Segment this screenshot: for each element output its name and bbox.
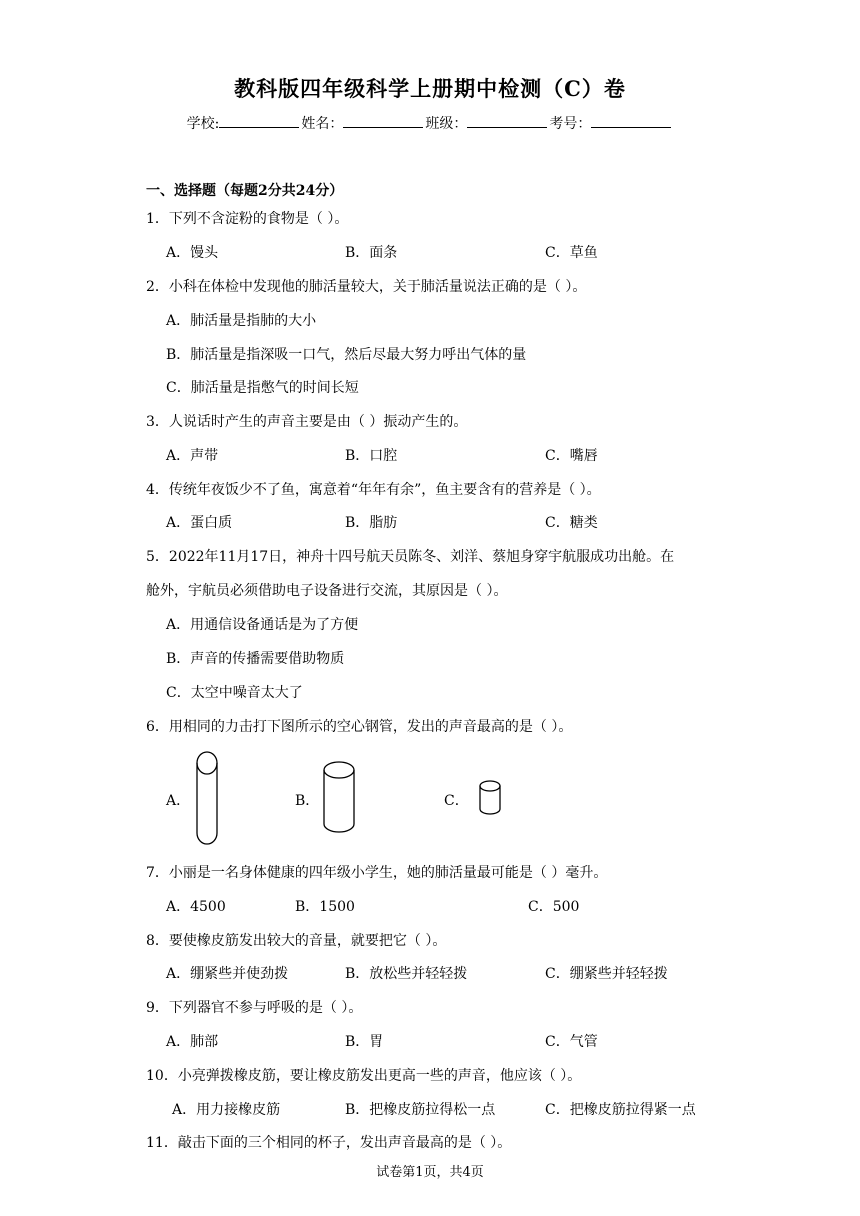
name-blank[interactable] [343,113,423,128]
question-10: 10．小亮弹拨橡皮筋，要让橡皮筋发出更高一些的声音，他应该（ ）。 [146,1068,582,1084]
question-5: 5．2022年11月17日，神舟十四号航天员陈冬、刘洋、蔡旭身穿宇航服成功出舱。在 [146,549,675,565]
question-1: 1．下列不含淀粉的食物是（ ）。 [146,211,349,227]
q1-option-c[interactable]: C．草鱼 [545,245,598,261]
q2-option-b[interactable]: B．肺活量是指深吸一口气，然后尽最大努力呼出气体的量 [166,347,527,363]
q5-option-a[interactable]: A．用通信设备通话是为了方便 [166,617,359,633]
question-5-continued: 舱外，宇航员必须借助电子设备进行交流，其原因是（ ）。 [146,583,508,599]
question-11: 11．敲击下面的三个相同的杯子，发出声音最高的是（ ）。 [146,1135,512,1151]
q2-option-c[interactable]: C．肺活量是指憋气的时间长短 [166,380,359,396]
q3-option-a[interactable]: A．声带 [166,448,219,464]
q5-option-b[interactable]: B．声音的传播需要借助物质 [166,651,345,667]
q3-option-b[interactable]: B．口腔 [345,448,398,464]
q2-option-a[interactable]: A．肺活量是指肺的大小 [166,313,317,329]
medium-pipe-figure [321,760,357,835]
q4-option-c[interactable]: C．糖类 [545,515,598,531]
q8-option-a[interactable]: A．绷紧些并使劲拨 [166,966,289,982]
q10-option-b[interactable]: B．把橡皮筋拉得松一点 [345,1102,496,1118]
section-title: 一、选择题（每题2分共24分） [146,183,344,199]
class-blank[interactable] [467,113,547,128]
q9-option-a[interactable]: A．肺部 [166,1034,219,1050]
exam-no-blank[interactable] [591,113,671,128]
page-footer: 试卷第1页，共4页 [376,1165,484,1180]
q1-option-b[interactable]: B．面条 [345,245,398,261]
exam-no-label: 考号： [549,116,592,132]
short-pipe-figure [477,779,503,817]
q10-option-c[interactable]: C．把橡皮筋拉得紧一点 [545,1102,696,1118]
q9-option-c[interactable]: C．气管 [545,1034,598,1050]
question-7: 7．小丽是一名身体健康的四年级小学生，她的肺活量最可能是（ ）毫升。 [146,865,608,881]
q7-option-c[interactable]: C．500 [528,899,580,915]
page-title: 教科版四年级科学上册期中检测（C）卷 [234,76,626,101]
q3-option-c[interactable]: C．嘴唇 [545,448,598,464]
q4-option-b[interactable]: B．脂肪 [345,515,398,531]
q4-option-a[interactable]: A．蛋白质 [166,515,233,531]
q1-option-a[interactable]: A．馒头 [166,245,219,261]
question-8: 8．要使橡皮筋发出较大的音量，就要把它（ ）。 [146,933,447,949]
q7-option-a[interactable]: A．4500 [166,899,226,915]
school-blank[interactable] [219,113,299,128]
q10-option-a[interactable]: A．用力接橡皮筋 [172,1102,281,1118]
q6-option-c[interactable]: C． [444,793,469,809]
question-2: 2．小科在体检中发现他的肺活量较大，关于肺活量说法正确的是（ ）。 [146,279,587,295]
q9-option-b[interactable]: B．胃 [345,1034,384,1050]
question-3: 3．人说话时产生的声音主要是由（ ）振动产生的。 [146,414,468,430]
question-4: 4．传统年夜饭少不了鱼，寓意着“年年有余”，鱼主要含有的营养是（ ）。 [146,482,601,498]
q6-option-b[interactable]: B． [295,793,320,809]
question-9: 9．下列器官不参与呼吸的是（ ）。 [146,1000,363,1016]
class-label: 班级： [425,116,468,132]
q7-option-b[interactable]: B．1500 [295,899,355,915]
student-info-line [0,113,860,133]
q8-option-b[interactable]: B．放松些并轻轻拨 [345,966,468,982]
tall-pipe-figure [193,748,221,848]
question-6: 6．用相同的力击打下图所示的空心钢管，发出的声音最高的是（ ）。 [146,719,573,735]
q8-option-c[interactable]: C．绷紧些并轻轻拨 [545,966,668,982]
school-label: 学校: [186,116,220,132]
q6-option-a[interactable]: A． [166,793,191,809]
q5-option-c[interactable]: C．太空中噪音太大了 [166,685,303,701]
name-label: 姓名： [301,116,344,132]
